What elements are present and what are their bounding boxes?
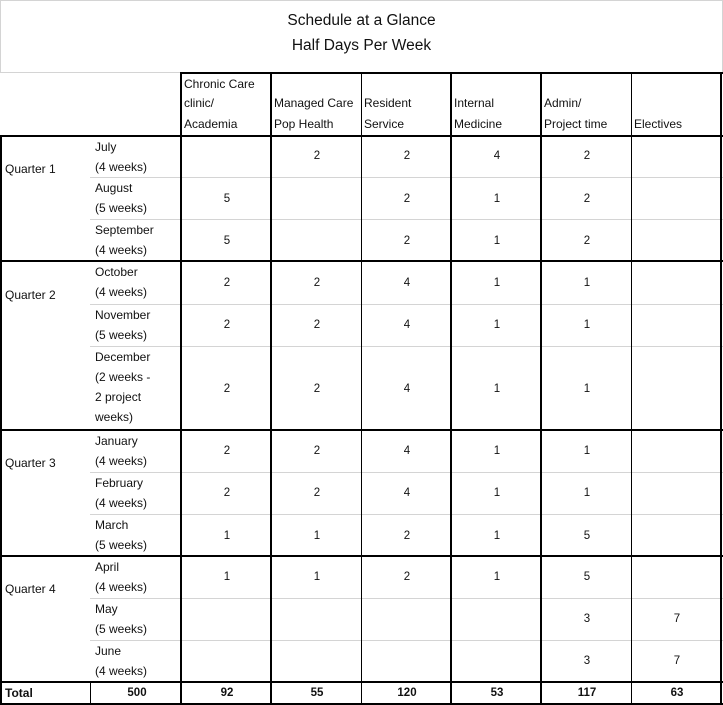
column-header-3-line3: Service	[364, 117, 405, 131]
value-cell: 2	[223, 487, 231, 499]
month-label-line: (2 weeks -	[95, 370, 151, 384]
value-cell: 5	[223, 193, 231, 205]
month-label-line: February	[95, 476, 144, 490]
value-cell: 2	[583, 193, 591, 205]
value-cell: 2	[583, 235, 591, 247]
sheet-title: Schedule at a Glance	[287, 12, 436, 29]
value-cell: 2	[403, 193, 411, 205]
value-cell: 1	[493, 277, 501, 289]
month-label-line: (5 weeks)	[95, 328, 148, 342]
column-border	[270, 73, 272, 705]
month-label-line: (5 weeks)	[95, 538, 148, 552]
value-cell: 5	[583, 530, 591, 542]
value-cell: 1	[493, 193, 501, 205]
value-cell: 1	[583, 319, 591, 331]
value-cell: 1	[223, 571, 231, 583]
value-cell: 4	[403, 445, 411, 457]
month-label-line: (4 weeks)	[95, 285, 148, 299]
value-cell: 1	[493, 445, 501, 457]
value-cell: 4	[403, 487, 411, 499]
grid-line-light	[0, 0, 1, 73]
column-border	[450, 73, 452, 705]
total-value: 63	[670, 687, 684, 699]
value-cell: 1	[313, 530, 321, 542]
column-header-5-line2: Admin/	[544, 96, 582, 110]
month-label-line: 2 project	[95, 390, 142, 404]
quarter-label-1: Quarter 1	[5, 162, 56, 176]
column-header-1-line3: Academia	[184, 117, 238, 131]
month-label-line: September	[95, 223, 154, 237]
value-cell: 2	[223, 319, 231, 331]
right-border	[720, 73, 722, 705]
grid-line-light	[0, 0, 723, 1]
total-label: Total	[5, 686, 33, 700]
value-cell: 1	[493, 487, 501, 499]
column-header-1-line1: Chronic Care	[184, 77, 255, 91]
value-cell: 5	[583, 571, 591, 583]
value-cell: 2	[313, 383, 321, 395]
month-label-line: June	[95, 644, 122, 658]
month-label-line: October	[95, 265, 138, 279]
value-cell: 3	[583, 613, 591, 625]
month-label-line: January	[95, 434, 138, 448]
total-overall: 500	[127, 687, 147, 699]
quarter-label-4: Quarter 4	[5, 582, 56, 596]
column-header-2-line3: Pop Health	[274, 117, 334, 131]
value-cell: 4	[403, 383, 411, 395]
month-label-line: April	[95, 560, 120, 574]
value-cell: 1	[223, 530, 231, 542]
value-cell: 2	[313, 150, 321, 162]
value-cell: 2	[403, 530, 411, 542]
value-cell: 2	[583, 150, 591, 162]
value-cell: 2	[313, 487, 321, 499]
value-cell: 7	[673, 655, 681, 667]
month-label-line: (5 weeks)	[95, 201, 148, 215]
value-cell: 2	[313, 319, 321, 331]
value-cell: 1	[583, 445, 591, 457]
value-cell: 4	[493, 150, 501, 162]
value-cell: 4	[403, 277, 411, 289]
month-label-line: November	[95, 308, 151, 322]
column-border	[90, 682, 91, 705]
month-label-line: weeks)	[95, 410, 134, 424]
column-header-4-line2: Internal	[454, 96, 495, 110]
column-border	[180, 73, 182, 705]
month-label-line: (4 weeks)	[95, 160, 148, 174]
value-cell: 1	[493, 319, 501, 331]
column-header-1-line2: clinic/	[184, 96, 215, 110]
value-cell: 1	[493, 571, 501, 583]
quarter-label-2: Quarter 2	[5, 288, 56, 302]
column-border	[540, 73, 542, 705]
value-cell: 1	[493, 530, 501, 542]
total-value: 53	[490, 687, 504, 699]
month-label-line: July	[95, 140, 117, 154]
month-label-line: (4 weeks)	[95, 243, 148, 257]
value-cell: 3	[583, 655, 591, 667]
column-header-6-line3: Electives	[634, 117, 683, 131]
value-cell: 7	[673, 613, 681, 625]
value-cell: 1	[493, 383, 501, 395]
column-header-2-line2: Managed Care	[274, 96, 354, 110]
month-label-line: August	[95, 181, 133, 195]
month-label-line: May	[95, 602, 118, 616]
total-value: 117	[577, 687, 597, 699]
sheet-subtitle: Half Days Per Week	[291, 37, 432, 54]
value-cell: 2	[223, 445, 231, 457]
quarter-label-3: Quarter 3	[5, 456, 56, 470]
month-label-line: December	[95, 350, 151, 364]
value-cell: 4	[403, 319, 411, 331]
month-label-line: March	[95, 518, 129, 532]
value-cell: 1	[493, 235, 501, 247]
month-label-line: (4 weeks)	[95, 580, 148, 594]
column-header-4-line3: Medicine	[454, 117, 503, 131]
value-cell: 2	[403, 571, 411, 583]
value-cell: 2	[313, 445, 321, 457]
left-border	[0, 136, 2, 705]
value-cell: 1	[583, 487, 591, 499]
column-header-3-line2: Resident	[364, 96, 412, 110]
column-border	[631, 73, 632, 705]
value-cell: 1	[583, 383, 591, 395]
column-border	[361, 73, 362, 705]
month-label-line: (4 weeks)	[95, 454, 148, 468]
value-cell: 1	[313, 571, 321, 583]
month-label-line: (4 weeks)	[95, 496, 148, 510]
grid-line-light	[0, 72, 180, 73]
month-label-line: (5 weeks)	[95, 622, 148, 636]
total-value: 92	[220, 687, 234, 699]
value-cell: 2	[313, 277, 321, 289]
value-cell: 1	[583, 277, 591, 289]
total-value: 55	[310, 687, 324, 699]
month-label-line: (4 weeks)	[95, 664, 148, 678]
value-cell: 2	[403, 235, 411, 247]
column-header-5-line3: Project time	[544, 117, 608, 131]
value-cell: 2	[403, 150, 411, 162]
value-cell: 2	[223, 383, 231, 395]
total-value: 120	[397, 687, 417, 699]
value-cell: 5	[223, 235, 231, 247]
value-cell: 2	[223, 277, 231, 289]
